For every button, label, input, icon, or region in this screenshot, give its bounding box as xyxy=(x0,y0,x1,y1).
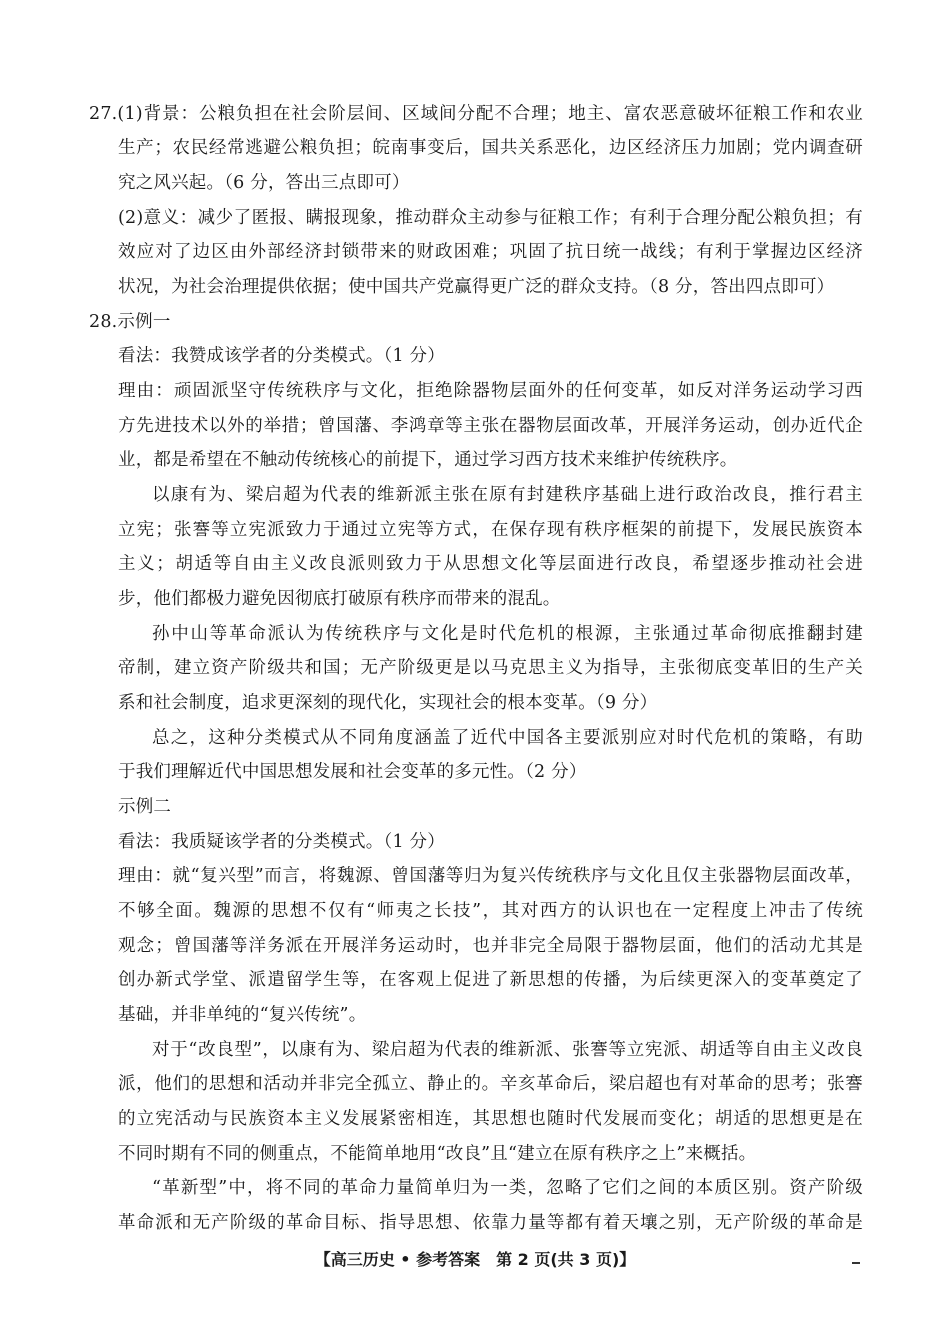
footer-text: 【高三历史 • 参考答案 第 2 页(共 3 页)】 xyxy=(314,1250,636,1269)
ex1-revolution-line2: 帝制，建立资产阶级共和国；无产阶级更是以马克思主义为指导，主张彻底变革旧的生产关 xyxy=(118,658,863,678)
ex2-reason-line2: 不够全面。魏源的思想不仅有“师夷之长技”，其对西方的认识也在一定程度上冲击了传统 xyxy=(118,901,863,921)
ex2-reform-line2: 派，他们的思想和活动并非完全孤立、静止的。辛亥革命后，梁启超也有对革命的思考；张謇 xyxy=(118,1074,863,1094)
ex1-reason-line3: 业，都是希望在不触动传统核心的前提下，通过学习西方技术来维护传统秩序。 xyxy=(118,450,738,470)
ex1-summary-line2: 于我们理解近代中国思想发展和社会变革的多元性。（2 分） xyxy=(118,762,587,782)
q27-part2-line1: (2)意义：减少了匿报、瞒报现象，推动群众主动参与征粮工作；有利于合理分配公粮负担；有 xyxy=(118,208,863,228)
ex1-reason-line1: 理由：顽固派坚守传统秩序与文化，拒绝除器物层面外的任何变革，如反对洋务运动学习西 xyxy=(118,381,863,401)
ex1-reform-line2: 立宪；张謇等立宪派致力于通过立宪等方式，在保存现有秩序框架的前提下，发展民族资本 xyxy=(118,520,863,540)
ex1-reform-line4: 步，他们都极力避免因彻底打破原有秩序而带来的混乱。 xyxy=(118,589,561,609)
ex2-reform-line4: 不同时期有不同的侧重点，不能简单地用“改良”且“建立在原有秩序之上”来概括。 xyxy=(118,1144,757,1164)
ex2-reason-line3: 观念；曾国藩等洋务派在开展洋务运动时，也并非完全局限于器物层面，他们的活动尤其是 xyxy=(118,936,863,956)
ex2-reform-line1: 对于“改良型”，以康有为、梁启超为代表的维新派、张謇等立宪派、胡适等自由主义改良 xyxy=(152,1040,863,1060)
q27-part1-line2: 生产；农民经常逃避公粮负担；皖南事变后，国共关系恶化，边区经济压力加剧；党内调查研 xyxy=(118,138,863,158)
ex2-reason-line4: 创办新式学堂、派遣留学生等，在客观上促进了新思想的传播，为后续更深入的变革奠定了 xyxy=(118,970,863,990)
q28-title: 28.示例一 xyxy=(89,312,171,332)
ex1-revolution-line1: 孙中山等革命派认为传统秩序与文化是时代危机的根源，主张通过革命彻底推翻封建 xyxy=(152,624,863,644)
corner-mark xyxy=(852,1262,860,1264)
ex1-summary-line1: 总之，这种分类模式从不同角度涵盖了近代中国各主要派别应对时代危机的策略，有助 xyxy=(152,728,863,748)
ex2-reform-line3: 的立宪活动与民族资本主义发展紧密相连，其思想也随时代发展而变化；胡适的思想更是在 xyxy=(118,1109,863,1129)
ex1-reform-line1: 以康有为、梁启超为代表的维新派主张在原有封建秩序基础上进行政治改良，推行君主 xyxy=(152,485,863,505)
ex2-revolution-line2: 革命派和无产阶级的革命目标、指导思想、依靠力量等都有着天壤之别，无产阶级的革命是 xyxy=(118,1213,863,1233)
ex2-view: 看法：我质疑该学者的分类模式。（1 分） xyxy=(118,832,445,852)
ex2-title: 示例二 xyxy=(118,797,172,817)
ex1-reason-line2: 方先进技术以外的举措；曾国藩、李鸿章等主张在器物层面改革，开展洋务运动，创办近代企 xyxy=(118,416,863,436)
q27-part2-line2: 效应对了边区由外部经济封锁带来的财政困难；巩固了抗日统一战线；有利于掌握边区经济 xyxy=(118,242,863,262)
q27-part1-line3: 究之风兴起。（6 分，答出三点即可） xyxy=(118,173,410,193)
ex1-revolution-line3: 系和社会制度，追求更深刻的现代化，实现社会的根本变革。（9 分） xyxy=(118,693,658,713)
q27-part2-line3: 状况，为社会治理提供依据；使中国共产党赢得更广泛的群众支持。（8 分，答出四点即可） xyxy=(118,277,835,297)
ex1-view: 看法：我赞成该学者的分类模式。（1 分） xyxy=(118,346,445,366)
ex1-reform-line3: 主义；胡适等自由主义改良派则致力于从思想文化等层面进行改良，希望逐步推动社会进 xyxy=(118,554,863,574)
page-footer xyxy=(0,1249,950,1271)
q27-part1-line1: 27.(1)背景：公粮负担在社会阶层间、区域间分配不合理；地主、富农恶意破坏征粮工作和农业 xyxy=(89,104,863,124)
ex2-reason-line1: 理由：就“复兴型”而言，将魏源、曾国藩等归为复兴传统秩序与文化且仅主张器物层面改革， xyxy=(118,866,863,886)
ex2-reason-line5: 基础，并非单纯的“复兴传统”。 xyxy=(118,1005,367,1025)
ex2-revolution-line1: “革新型”中，将不同的革命力量简单归为一类，忽略了它们之间的本质区别。资产阶级 xyxy=(152,1178,863,1198)
